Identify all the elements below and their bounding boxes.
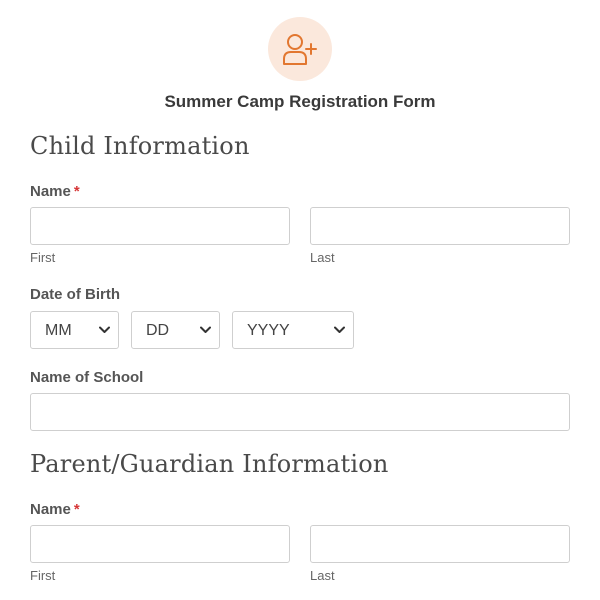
child-name-label — [30, 183, 80, 200]
parent-last-name-input[interactable] — [310, 525, 570, 563]
parent-last-sublabel: Last — [310, 568, 335, 583]
school-label: Name of School — [30, 369, 144, 386]
child-last-name-input[interactable] — [310, 207, 570, 245]
parent-name-label-text: Name — [30, 501, 71, 518]
child-first-sublabel: First — [30, 250, 56, 265]
form-title: Summer Camp Registration Form — [164, 92, 436, 111]
user-plus-icon — [281, 30, 319, 68]
dob-year-value: YYYY — [247, 322, 290, 339]
child-last-sublabel: Last — [310, 250, 335, 265]
parent-first-sublabel: First — [30, 568, 56, 583]
dob-month-value: MM — [45, 322, 72, 339]
dob-label: Date of Birth — [30, 286, 120, 303]
dob-month-select[interactable] — [30, 311, 119, 349]
school-name-input[interactable] — [30, 393, 570, 431]
dob-day-select[interactable] — [131, 311, 220, 349]
parent-first-name-input[interactable] — [30, 525, 290, 563]
child-name-label-text: Name — [30, 183, 71, 200]
child-section-title: Child Information — [30, 132, 250, 160]
dob-day-value: DD — [146, 322, 170, 339]
dob-year-select[interactable] — [232, 311, 354, 349]
chevron-down-icon — [334, 326, 345, 334]
chevron-down-icon — [200, 326, 211, 334]
form-header-icon — [268, 17, 332, 81]
required-star: * — [73, 501, 80, 518]
chevron-down-icon — [99, 326, 110, 334]
parent-section-title: Parent/Guardian Information — [30, 450, 389, 478]
parent-name-label — [30, 501, 80, 518]
child-first-name-input[interactable] — [30, 207, 290, 245]
required-star: * — [73, 183, 80, 200]
